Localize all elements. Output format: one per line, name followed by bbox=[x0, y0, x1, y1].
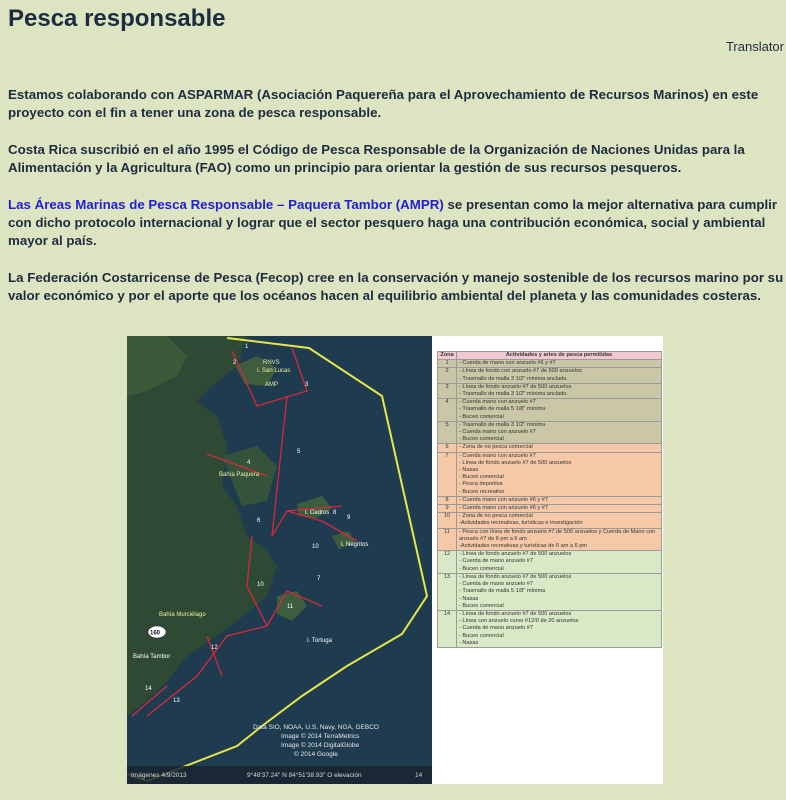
attribution-digitalglobe: Image © 2014 DigitalGlobe bbox=[281, 742, 360, 749]
zone-number-cell: 7 bbox=[438, 452, 457, 496]
map-footer-coords: 9°48'37.24" N 84°51'38.93" O elevación bbox=[247, 772, 362, 779]
zone-number-cell: 13 bbox=[438, 573, 457, 610]
activity-item: - Zona de no pesca comercial bbox=[459, 513, 533, 520]
table-row bbox=[438, 399, 662, 422]
activity-item: - Cuerda de mano anzuelo #7 bbox=[459, 558, 534, 565]
zone-activity-table bbox=[437, 351, 662, 648]
activities-cell bbox=[457, 610, 662, 647]
activities-cell bbox=[457, 452, 662, 496]
zone-header: Zona bbox=[438, 352, 457, 360]
label-rnvs: RNVS bbox=[263, 360, 280, 366]
activity-item: - Buceo comercial bbox=[459, 436, 504, 443]
zone-number-cell: 11 bbox=[438, 528, 457, 551]
table-row bbox=[438, 505, 662, 513]
activities-cell bbox=[457, 360, 662, 368]
label-bahia-tambor: Bahía Tambor bbox=[133, 654, 171, 660]
zone-label: 5 bbox=[297, 449, 301, 455]
zone-label: 2 bbox=[233, 360, 237, 366]
table-row bbox=[438, 368, 662, 383]
zone-label: 9 bbox=[347, 515, 351, 521]
code-paragraph: Costa Rica suscribió en el año 1995 el Código de Pesca Responsable de la Organización de Naciones Unidas para la Alimentación y la Agricultura (FAO) como un principio para orientar la gestión de sus recursos pesqueros. bbox=[8, 142, 745, 175]
table-row bbox=[438, 496, 662, 504]
ampr-link[interactable]: Las Áreas Marinas de Pesca Responsable – Paquera Tambor (AMPR) bbox=[8, 197, 444, 212]
activity-item: - Buceo comercial bbox=[459, 602, 504, 609]
table-row bbox=[438, 573, 662, 610]
activity-item: - Línea de fondo anzuelo #7 de 500 anzuelos bbox=[459, 573, 572, 580]
zone-table-panel bbox=[432, 336, 663, 784]
map-footer-date: Imágenes 4/9/2013 bbox=[131, 772, 187, 779]
activity-item: - Cuerda de mano anzuelo #7 bbox=[459, 581, 534, 588]
activity-item: - Zona de no pesca comercial bbox=[459, 444, 533, 451]
zone-label: 10 bbox=[312, 544, 319, 550]
activities-cell bbox=[457, 505, 662, 513]
activity-item: - Trasmallo de malla 5 1/8" mínima bbox=[459, 406, 546, 413]
zone-label: 7 bbox=[317, 576, 321, 582]
label-cedros: I. Cedros bbox=[305, 510, 330, 516]
activity-item: - Cuerda mano con anzuelo #7 bbox=[459, 429, 536, 436]
ampr-paragraph bbox=[8, 196, 784, 250]
activity-item: - Línea de fondo anzuelo #7 de 500 anzuelos bbox=[459, 459, 572, 466]
table-row bbox=[438, 444, 662, 452]
activity-item: - Trasmallo de malla 5 1/8" mínima bbox=[459, 588, 546, 595]
activity-item: - Cuerda de mano con anzuelo #6 y #7 bbox=[459, 360, 556, 367]
main-content bbox=[8, 86, 784, 324]
label-tortuga: I. Tortuga bbox=[307, 638, 332, 644]
map-footer-extra: 14 bbox=[415, 772, 423, 779]
table-row bbox=[438, 513, 662, 528]
activities-cell bbox=[457, 368, 662, 383]
table-row bbox=[438, 383, 662, 398]
activity-item: - Cuerda mano con anzuelo #6 y #7 bbox=[459, 496, 548, 503]
label-san-lucas: I. San Lucas bbox=[257, 368, 291, 374]
zone-number-cell: 9 bbox=[438, 505, 457, 513]
zone-label: 6 bbox=[257, 518, 261, 524]
activity-item: - Pesca con línea de fondo anzuelo #7 de 500 anzuelos y Cuerda de Mano con anzuelo #7 de 6 pm a 6 am bbox=[459, 528, 656, 542]
zone-number-cell: 6 bbox=[438, 444, 457, 452]
activity-item: - Nasas bbox=[459, 595, 479, 602]
intro-paragraph: Estamos colaborando con ASPARMAR (Asociación Paquereña para el Aprovechamiento de Recursos Marinos) en este proyecto con el fin a tener una zona de pesca responsable. bbox=[8, 87, 759, 120]
map-svg bbox=[127, 336, 432, 784]
activity-item: - Buceo comercial bbox=[459, 413, 504, 420]
fecop-paragraph: La Federación Costarricense de Pesca (Fecop) cree en la conservación y manejo sostenible de los recursos marino por su valor económico y por el aporte que los océanos hacen al equilibrio ambiental del planeta y las comunidades costeras. bbox=[8, 270, 784, 303]
zoning-figure bbox=[127, 336, 663, 784]
label-bahia-paquera: Bahía Paquera bbox=[219, 472, 260, 478]
zone-label: 10 bbox=[257, 582, 264, 588]
page-title: Pesca responsable bbox=[8, 5, 226, 32]
attribution-data: Data SIO, NOAA, U.S. Navy, NGA, GEBCO bbox=[253, 724, 379, 731]
activities-cell bbox=[457, 513, 662, 528]
activities-cell bbox=[457, 551, 662, 574]
road-160-marker bbox=[148, 626, 166, 638]
zone-number-cell: 5 bbox=[438, 421, 457, 444]
attribution-google: © 2014 Google bbox=[294, 751, 338, 758]
zone-number-cell: 4 bbox=[438, 399, 457, 422]
activity-item: - Línea con anzuelo curvo #12/0 de 20 anzuelos bbox=[459, 618, 579, 625]
zone-label: 1 bbox=[245, 344, 249, 350]
activity-item: - Nasas bbox=[459, 467, 479, 474]
zone-label: 4 bbox=[247, 460, 251, 466]
zone-number-cell: 14 bbox=[438, 610, 457, 647]
activity-item: -Actividades recreativas y turísticas de 6 am a 6 pm bbox=[459, 543, 588, 550]
activities-header: Actividades y artes de pesca permitidas bbox=[457, 352, 662, 360]
label-negritos: I. Negritos bbox=[341, 542, 369, 548]
zone-label: 12 bbox=[211, 645, 218, 651]
zone-label: 13 bbox=[173, 698, 180, 704]
activities-cell bbox=[457, 383, 662, 398]
zone-number-cell: 3 bbox=[438, 383, 457, 398]
label-amp: AMP bbox=[265, 382, 279, 388]
svg-text:160: 160 bbox=[150, 630, 161, 637]
table-row bbox=[438, 610, 662, 647]
activity-item: - Buceo comercial bbox=[459, 632, 504, 639]
activities-cell bbox=[457, 496, 662, 504]
activities-cell bbox=[457, 421, 662, 444]
activity-item: - Trasmallo de malla 3 1/2" mínima bbox=[459, 421, 546, 428]
activity-item: - Línea de fondo anzuelo #7 de 500 anzuelos bbox=[459, 383, 572, 390]
zone-number-cell: 8 bbox=[438, 496, 457, 504]
activity-item: - Trasmallo de malla 3 1/2" mínima anclado. bbox=[459, 375, 568, 382]
activities-cell bbox=[457, 444, 662, 452]
zone-number-cell: 2 bbox=[438, 368, 457, 383]
activity-item: - Buceo comercial bbox=[459, 474, 504, 481]
zone-number-cell: 12 bbox=[438, 551, 457, 574]
activities-cell bbox=[457, 399, 662, 422]
activities-cell bbox=[457, 528, 662, 551]
zone-table-body bbox=[438, 360, 662, 648]
activities-cell bbox=[457, 573, 662, 610]
zone-number-cell: 1 bbox=[438, 360, 457, 368]
zone-label: 3 bbox=[305, 382, 309, 388]
activity-item: - Línea de fondo anzuelo #7 de 500 anzuelos bbox=[459, 551, 572, 558]
table-row bbox=[438, 452, 662, 496]
label-murcielago: Bahía Murciélago bbox=[159, 612, 206, 618]
ampr-paragraph-text: se presentan como la mejor alternativa para cumplir con dicho protocolo internacional y lograr que el sector pesquero haga una contribución económica, social y ambiental mayor al país. bbox=[8, 197, 778, 248]
figure-bottom-strip bbox=[127, 787, 663, 800]
zone-number-cell: 10 bbox=[438, 513, 457, 528]
activity-item: -Actividades recreativas, turísticas e investigación bbox=[459, 520, 583, 527]
table-row bbox=[438, 551, 662, 574]
activity-item: - Cuerda de mano anzuelo #7 bbox=[459, 625, 534, 632]
zone-label: 11 bbox=[287, 604, 294, 610]
table-row bbox=[438, 421, 662, 444]
table-row bbox=[438, 528, 662, 551]
activity-item: - Cuerda mano con anzuelo #7 bbox=[459, 399, 536, 406]
activity-item: - Pesca deportiva bbox=[459, 481, 503, 488]
attribution-terrametrics: Image © 2014 TerraMetrics bbox=[281, 733, 360, 740]
table-row bbox=[438, 360, 662, 368]
zone-label: 14 bbox=[145, 686, 152, 692]
activity-item: - Línea de fondo con anzuelo #7 de 500 anzuelos bbox=[459, 368, 582, 375]
activity-item: - Buceo comercial bbox=[459, 565, 504, 572]
activity-item: - Cuerda mano con anzuelo #6 y #7 bbox=[459, 505, 548, 512]
translator-link[interactable]: Translator bbox=[725, 39, 784, 54]
activity-item: - Nasas bbox=[459, 639, 479, 646]
activity-item: - Trasmallo de malla 3 1/2" mínima anclado. bbox=[459, 391, 568, 398]
satellite-map bbox=[127, 336, 432, 784]
activity-item: - Línea de fondo anzuelo #7 de 500 anzuelos bbox=[459, 610, 572, 617]
activity-item: - Cuerda mano con anzuelo #7 bbox=[459, 452, 536, 459]
zone-label: 8 bbox=[333, 510, 337, 516]
activity-item: - Buceo recreativo bbox=[459, 488, 505, 495]
